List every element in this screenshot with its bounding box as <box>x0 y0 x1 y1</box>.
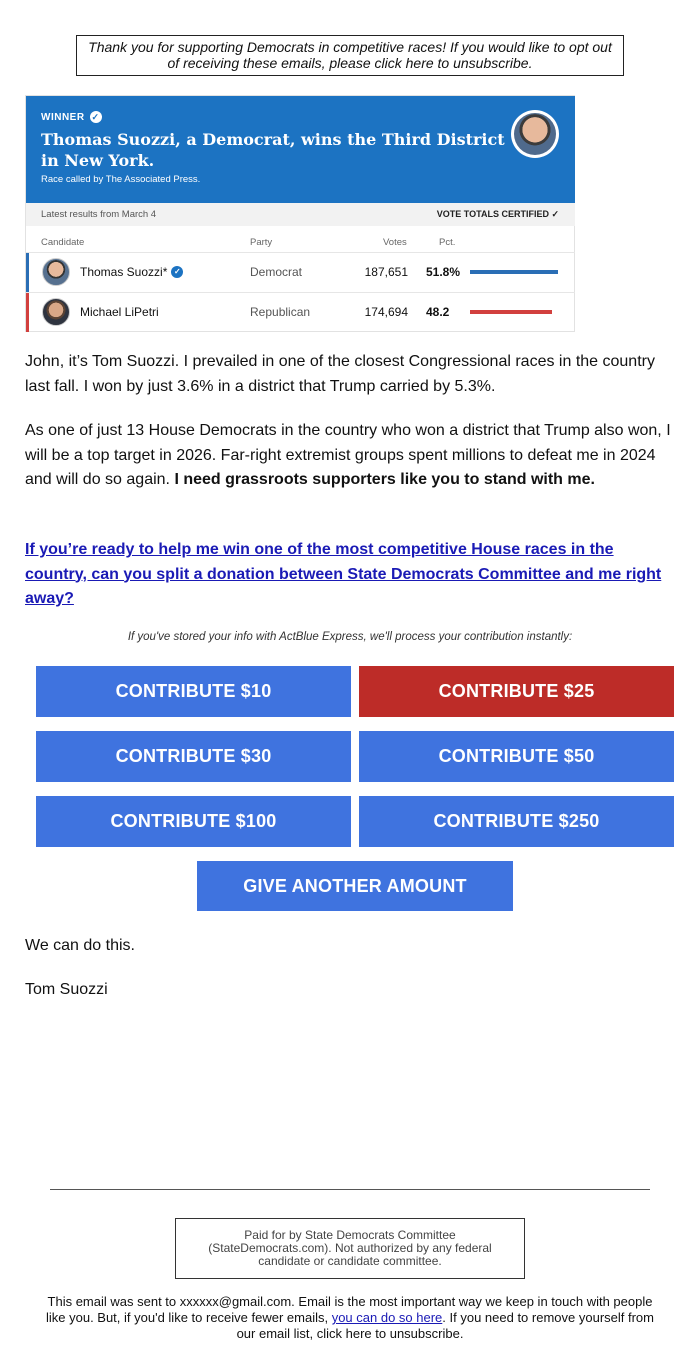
results-header <box>26 96 575 203</box>
contribute-100-button[interactable]: CONTRIBUTE $100 <box>36 796 351 847</box>
contribute-25-button[interactable]: CONTRIBUTE $25 <box>359 666 674 717</box>
intro-paragraph: John, it’s Tom Suozzi. I prevailed in one of the closest Congressional races in the country last fall. I won by just 3.6% in a district that Trump carried by 5.3%. <box>25 353 655 395</box>
target-text: As one of just 13 House Democrats in the country who won a district that Trump also won, I will be a top target in 2026. Far-right extremist groups spent millions to defeat me in 2024 and will do so again. <box>25 422 671 488</box>
fewer-emails-link[interactable]: you can do so here <box>331 1310 443 1325</box>
signature: Tom Suozzi <box>25 981 108 998</box>
candidate-name-text: Thomas Suozzi* <box>80 265 168 279</box>
candidate-pct: 48.2 <box>426 305 450 319</box>
winner-avatar <box>511 110 559 158</box>
contribute-50-button[interactable]: CONTRIBUTE $50 <box>359 731 674 782</box>
results-status-bar <box>26 203 575 226</box>
candidate-name <box>80 265 183 279</box>
verified-check-icon: ✓ <box>171 266 183 278</box>
latest-results-text: Latest results from March 4 <box>41 209 157 220</box>
col-votes: Votes <box>383 237 407 248</box>
check-icon: ✓ <box>91 112 100 122</box>
unsubscribe-notice[interactable]: Thank you for supporting Democrats in competitive races! If you would like to opt out of receiving these emails, please click here to unsubscribe. <box>76 35 624 76</box>
col-candidate: Candidate <box>41 237 85 248</box>
winner-label <box>41 111 102 123</box>
party-stripe <box>26 293 29 332</box>
closing-line: We can do this. <box>25 937 135 954</box>
stand-with-me-text: I need grassroots supporters like you to stand with me. <box>174 471 595 488</box>
pct-bar <box>470 310 558 314</box>
footer-notice <box>40 1294 660 1342</box>
election-results-card <box>25 95 575 332</box>
candidate-avatar <box>42 298 70 326</box>
winner-text: WINNER <box>41 111 85 123</box>
paid-for-disclaimer: Paid for by State Democrats Committee (StateDemocrats.com). Not authorized by any federal candidate or candidate committee. <box>175 1218 525 1279</box>
candidate-votes: 187,651 <box>364 265 408 279</box>
candidate-party: Republican <box>250 305 311 319</box>
party-stripe <box>26 253 29 292</box>
col-party: Party <box>250 237 273 248</box>
candidate-party: Democrat <box>250 265 303 279</box>
give-another-amount-button[interactable]: GIVE ANOTHER AMOUNT <box>197 861 513 911</box>
table-row <box>26 252 575 292</box>
candidate-votes: 174,694 <box>364 305 408 319</box>
pct-bar <box>470 270 558 274</box>
contribute-10-button[interactable]: CONTRIBUTE $10 <box>36 666 351 717</box>
contribute-30-button[interactable]: CONTRIBUTE $30 <box>36 731 351 782</box>
footer-text-prefix: This email was sent to xxxxxx@gmail.com. Email is the most important way we keep in touch with people like you. But, if you'd like to receive fewer emails, <box>45 1294 653 1325</box>
candidate-avatar <box>42 258 70 286</box>
donation-link[interactable]: If you’re ready to help me win one of the most competitive House races in the country, can you split a donation between State Democrats Committee and me right away? <box>25 541 662 607</box>
contribute-250-button[interactable]: CONTRIBUTE $250 <box>359 796 674 847</box>
results-headline: Thomas Suozzi, a Democrat, wins the Third District in New York. <box>41 130 505 170</box>
actblue-express-note: If you've stored your info with ActBlue Express, we'll process your contribution instantly: <box>127 631 573 643</box>
race-called-text: Race called by The Associated Press. <box>41 174 201 185</box>
candidate-name-text: Michael LiPetri <box>80 305 159 319</box>
table-row <box>26 292 575 332</box>
candidate-pct: 51.8% <box>426 265 461 279</box>
certified-text: VOTE TOTALS CERTIFIED ✓ <box>436 209 559 219</box>
footer-text-suffix[interactable]: . If you need to remove yourself from our email list, click here to unsubscribe. <box>236 1310 654 1341</box>
col-pct: Pct. <box>439 237 456 248</box>
candidate-name <box>80 305 159 319</box>
donation-ask <box>25 538 675 612</box>
footer-divider <box>50 1189 650 1190</box>
target-paragraph <box>25 419 675 493</box>
